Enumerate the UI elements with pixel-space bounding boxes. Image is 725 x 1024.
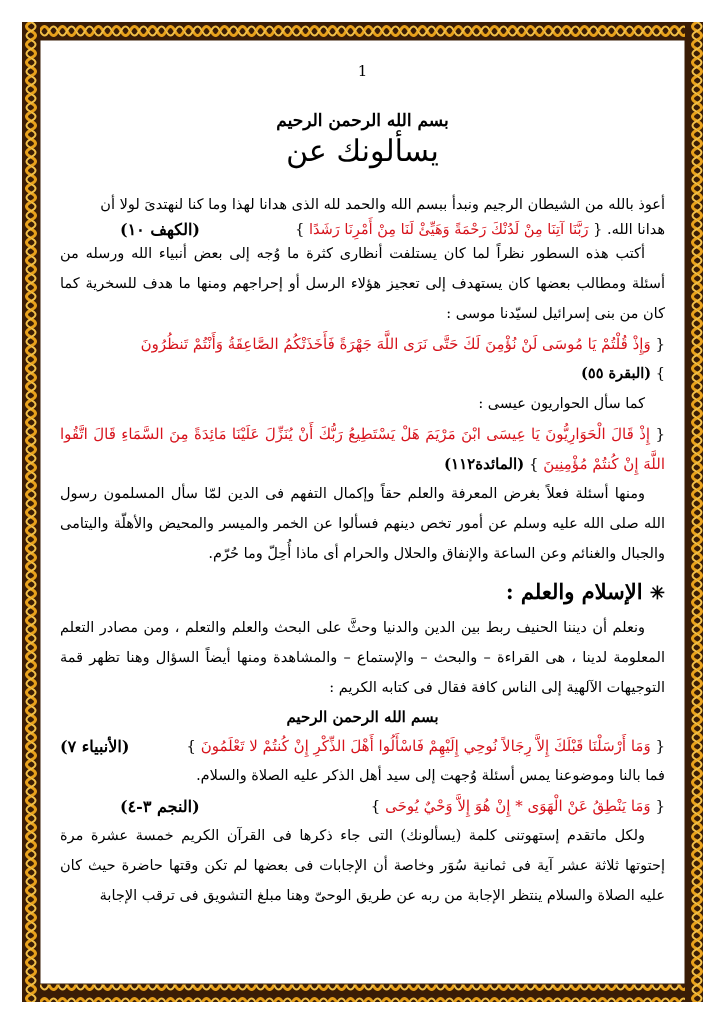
- verse-row-anbiya: [60, 731, 665, 761]
- star-bullet-icon: ✳: [649, 583, 665, 604]
- verse-najm: { وَمَا يَنْطِقُ عَنْ الْهَوَى * إِنْ هُوَ إِلاَّ وَحْيٌ يُوحَى }: [370, 797, 665, 815]
- verse-baqarah: { وَإِذْ قُلْتُمْ يَا مُوسَى لَنْ نُؤْمِنَ لَكَ حَتَّى نَرَى اللَّهَ جَهْرَةً فَأَخَذَتْكُمُ الصَّاعِقَةُ وَأَنْتُمْ تَنظُرُونَ: [140, 335, 665, 353]
- verse-najm-text: وَمَا يَنْطِقُ عَنْ الْهَوَى * إِنْ هُوَ إِلاَّ وَحْيٌ يُوحَى: [385, 797, 651, 815]
- section-heading: [60, 575, 665, 611]
- verse-kahf-text: رَبَّنَا آتِنَا مِنْ لَدُنْكَ رَحْمَةً وَهَيِّئْ لَنَا مِنْ أَمْرِنَا رَشَدًا: [309, 221, 589, 238]
- paragraph-disciples: كما سأل الحواريون عيسى :: [478, 396, 645, 412]
- paragraph-people-of-remembrance: فما بالنا وموضوعنا يمس أسئلة وُجهت إلى سيد أهل الذكر عليه الصلاة والسلام.: [196, 768, 665, 784]
- document-body: [60, 62, 665, 982]
- verse-maidah-text: إِذْ قَالَ الْحَوَارِيُّونَ يَا عِيسَى ابْنَ مَرْيَمَ هَلْ يَسْتَطِيعُ رَبُّكَ أَنْ يُنَزِّلَ عَلَيْنَا مَائِدَةً مِنَ السَّمَاءِ قَالَ اتَّقُوا اللَّهَ إِنْ كُنتُمْ مُؤْمِنِينَ: [60, 425, 665, 473]
- section-heading-text: الإسلام والعلم :: [505, 579, 643, 604]
- verse-kahf: [295, 222, 665, 238]
- verse-baqarah-ref-line: } (البقرة ٥٥): [581, 365, 665, 382]
- verse-close-brace: }: [295, 221, 305, 238]
- verse-najm-reference: (النجم ٣-٤): [120, 796, 200, 816]
- intro-prefix: هدانا الله. {: [593, 221, 665, 238]
- page-number: 1: [357, 62, 368, 80]
- paragraph-islam-knowledge: ونعلم أن ديننا الحنيف ربط بين الدين والدنيا وحثَّ على البحث والعلم والتعلم ، ومن مصادر التعلم المعلومة لدينا ، هى القراءة – والبحث – والإستماع – والمشاهدة ومنها أيضاً السؤال وهنا تظهر قمة التوجيهات الآلهية إلى الناس كافة فقال فى كتابه الكريم :: [60, 620, 665, 696]
- paragraph-yasaloonak: ولكل ماتقدم إستهوتنى كلمة (يسألونك) التى جاء ذكرها فى القرآن الكريم خمسة عشرة مرة إحتوتها ثلاثة عشر آية فى ثمانية سُوَر وخاصة أن الإجابات فى بعضها لم تكن وقتها حاضرة حيث كان عليه الصلاة والسلام ينتظر الإجابة من ربه عن طريق الوحىّ وهنا مبلغ التشويق فى ترقب الإجابة: [60, 828, 665, 904]
- verse-baqarah-text: وَإِذْ قُلْتُمْ يَا مُوسَى لَنْ نُؤْمِنَ لَكَ حَتَّى نَرَى اللَّهَ جَهْرَةً فَأَخَذَتْكُمُ الصَّاعِقَةُ وَأَنْتُمْ تَنظُرُونَ: [140, 335, 651, 353]
- sub-bismillah: بسم الله الرحمن الرحيم: [286, 708, 439, 726]
- verse-baqarah-reference: (البقرة ٥٥): [581, 365, 652, 382]
- verse-anbiya-reference: (الأنبياء ٧): [60, 736, 130, 756]
- verse-anbiya: { وَمَا أَرْسَلْنَا قَبْلَكَ إِلاَّ رِجَالاً نُوحِي إِلَيْهِمْ فَاسْأَلُوا أَهْلَ الذِّكْرِ إِنْ كُنتُمْ لا تَعْلَمُونَ }: [186, 737, 665, 755]
- paragraph-questions: أكتب هذه السطور نظراً لما كان يستلفت أنظارى كثرة ما وُجه إلى بعض أنبياء الله ورسله من أسئلة ومطالب بعضها كان يستهدف إلى تعجيز هؤلاء الرسل أو إحراجهم ومنها ما هدف للسخرية كما كان من بنى إسرائيل لسيّدنا موسى :: [60, 246, 665, 322]
- verse-row-kahf: [60, 220, 665, 239]
- verse-kahf-reference: (الكهف ١٠): [120, 220, 200, 239]
- page-title: يسألونك عن: [286, 134, 439, 169]
- intro-line: أعوذ بالله من الشيطان الرجيم ونبدأ ببسم الله والحمد لله الذى هدانا لهذا وما كنا لنهتدىَ لولا أن: [100, 197, 665, 213]
- verse-anbiya-text: وَمَا أَرْسَلْنَا قَبْلَكَ إِلاَّ رِجَالاً نُوحِي إِلَيْهِمْ فَاسْأَلُوا أَهْلَ الذِّكْرِ إِنْ كُنتُمْ لا تَعْلَمُونَ: [200, 737, 651, 755]
- paragraph-knowledge-questions: ومنها أسئلة فعلاً بغرض المعرفة والعلم حقاً وإكمال التفهم فى الدين لمّا سأل المسلمون رسول الله صلى الله عليه وسلم عن أمور تخص دينهم فسألوا عن الخمر والميسر والمحيض والأهلّة واليتامى والجبال والغنائم وعن الساعة والإنفاق والحلال والحرام أى ماذا أُحِلّ وما حُرّم.: [60, 486, 665, 562]
- verse-maidah: { إِذْ قَالَ الْحَوَارِيُّونَ يَا عِيسَى ابْنَ مَرْيَمَ هَلْ يَسْتَطِيعُ رَبُّكَ أَنْ يُنَزِّلَ عَلَيْنَا مَائِدَةً مِنَ السَّمَاءِ قَالَ اتَّقُوا اللَّهَ إِنْ كُنتُمْ مُؤْمِنِينَ } (المائدة١١٢): [60, 425, 666, 473]
- verse-maidah-reference: (المائدة١١٢): [443, 455, 525, 473]
- bismillah-heading: بسم الله الرحمن الرحيم: [276, 111, 449, 131]
- verse-row-najm: [60, 791, 665, 821]
